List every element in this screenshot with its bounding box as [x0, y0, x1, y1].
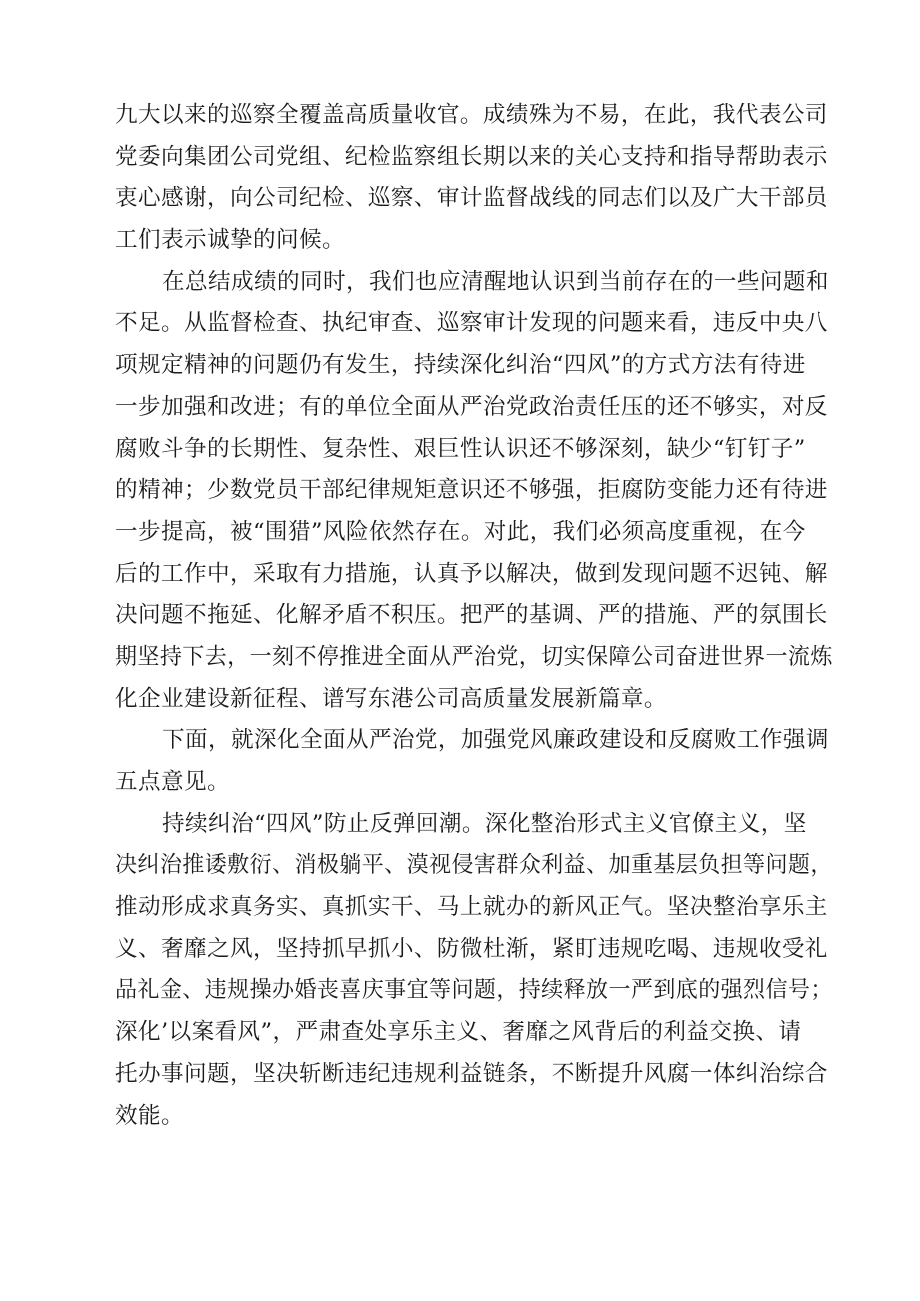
text-line: 九大以来的巡察全覆盖高质量收官。成绩殊为不易，在此，我代表公司: [115, 102, 828, 128]
text-line: 托办事问题，坚决斩断违纪违规利益链条，不断提升风腐一体纠治综合: [115, 1060, 828, 1087]
text-line: 决问题不拖延、化解矛盾不积压。把严的基调、严的措施、严的氛围长: [115, 602, 828, 629]
text-line: 深化’以案看风”，严肃查处享乐主义、奢靡之风背后的利益交换、请: [115, 1019, 802, 1046]
text-line: 持续纠治“四风”防止反弹回潮。深化整治形式主义官僚主义，坚: [162, 810, 807, 837]
text-line: 项规定精神的问题仍有发生，持续深化纠治“四风”的方式方法有待进: [115, 352, 806, 379]
paragraph-1: [115, 95, 833, 262]
text-line: 品礼金、违规操办婚丧喜庆事宜等问题，持续释放一严到底的强烈信号；: [115, 977, 833, 1004]
text-line: 衷心感谢，向公司纪检、巡察、审计监督战线的同志们以及广大干部员: [115, 185, 828, 212]
text-line: 一步加强和改进；有的单位全面从严治党政治责任压的还不够实，对反: [115, 393, 828, 420]
text-line: 义、奢靡之风，坚持抓早抓小、防微杜渐，紧盯违规吃喝、违规收受礼: [115, 935, 828, 962]
text-line: 工们表示诚挚的问候。: [115, 227, 345, 254]
text-line: 不足。从监督检查、执纪审查、巡察审计发现的问题来看，违反中央八: [115, 310, 828, 337]
paragraph-3: [115, 720, 833, 803]
text-line: 推动形成求真务实、真抓实干、马上就办的新风正气。坚决整治享乐主: [115, 894, 828, 921]
document-body: [115, 95, 833, 1137]
text-line: 化企业建设新征程、谱写东港公司高质量发展新篇章。: [115, 685, 667, 712]
paragraph-4: [115, 804, 833, 1138]
text-line: 一步提高，被“围猎”风险依然存在。对此，我们必须高度重视，在今: [115, 518, 806, 545]
text-line: 在总结成绩的同时，我们也应清醒地认识到当前存在的一些问题和: [162, 268, 829, 295]
text-line: 决纠治推诿敷衍、消极躺平、漠视侵害群众利益、加重基层负担等问题，: [115, 852, 833, 879]
text-line: 党委向集团公司党组、纪检监察组长期以来的关心支持和指导帮助表示: [115, 143, 828, 170]
text-line: 期坚持下去，一刻不停推进全面从严治党，切实保障公司奋进世界一流炼: [115, 643, 833, 670]
text-line: 后的工作中，采取有力措施，认真予以解决，做到发现问题不迟钝、解: [115, 560, 828, 587]
text-line: 五点意见。: [115, 769, 230, 795]
paragraph-2: [115, 262, 833, 721]
text-line: 效能。: [115, 1102, 184, 1129]
text-line: 腐败斗争的长期性、复杂性、艰巨性认识还不够深刻，缺少“钉钉子”: [115, 435, 806, 462]
text-line: 的精神；少数党员干部纪律规矩意识还不够强，拒腐防变能力还有待进: [115, 477, 828, 504]
text-line: 下面，就深化全面从严治党，加强党风廉政建设和反腐败工作强调: [162, 727, 829, 754]
